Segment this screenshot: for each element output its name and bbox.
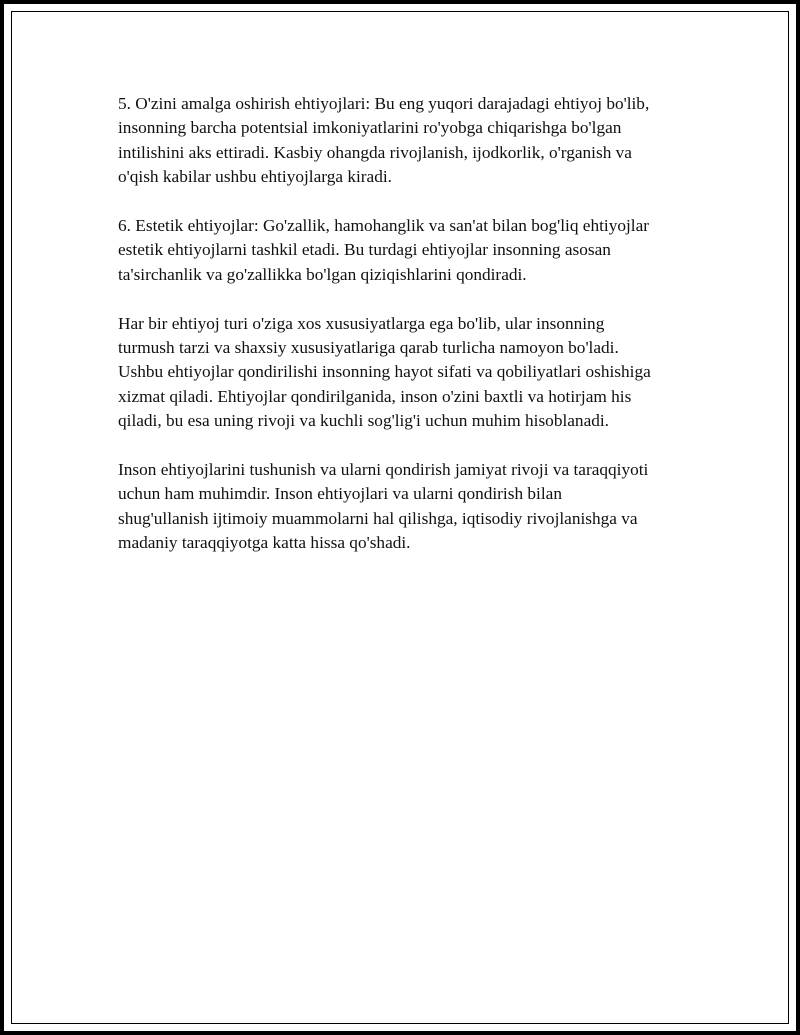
text-line: uchun ham muhimdir. Inson ehtiyojlari va ularni qondirish bilan <box>118 484 562 504</box>
text-line: xizmat qiladi. Ehtiyojlar qondirilganida, inson o'zini baxtli va hotirjam his <box>118 386 632 406</box>
text-line: Inson ehtiyojlarini tushunish va ularni qondirish jamiyat rivoji va taraqqiyoti <box>118 460 649 480</box>
text-line: 5. O'zini amalga oshirish ehtiyojlari: Bu eng yuqori darajadagi ehtiyoj bo'lib, <box>118 94 650 113</box>
text-line: shug'ullanish ijtimoiy muammolarni hal qilishga, iqtisodiy rivojlanishga va <box>118 508 638 528</box>
text-line: estetik ehtiyojlarni tashkil etadi. Bu turdagi ehtiyojlar insonning asosan <box>118 240 611 260</box>
text-line: Har bir ehtiyoj turi o'ziga xos xususiyatlarga ega bo'lib, ular insonning <box>118 313 605 333</box>
text-line: 6. Estetik ehtiyojlar: Go'zallik, hamohanglik va san'at bilan bog'liq ehtiyojlar <box>118 216 650 236</box>
text-line: ta'sirchanlik va go'zallikka bo'lgan qiziqishlarini qondiradi. <box>118 264 527 284</box>
text-line: turmush tarzi va shaxsiy xususiyatlariga qarab turlicha namoyon bo'ladi. <box>118 338 619 358</box>
text-line: o'qish kabilar ushbu ehtiyojlarga kiradi. <box>118 167 392 187</box>
text-line: intilishini aks ettiradi. Kasbiy ohangda rivojlanish, ijodkorlik, o'rganish va <box>118 142 632 162</box>
text-line: insonning barcha potentsial imkoniyatlarini ro'yobga chiqarishga bo'lgan <box>118 118 622 138</box>
text-line: qiladi, bu esa uning rivoji va kuchli sog'lig'i uchun muhim hisoblanadi. <box>118 411 610 431</box>
text-line: madaniy taraqqiyotga katta hissa qo'shadi. <box>118 533 411 553</box>
paragraph-society-development <box>118 458 708 556</box>
text-line: Ushbu ehtiyojlar qondirilishi insonning hayot sifati va qobiliyatlari oshishiga <box>118 362 651 382</box>
paragraph-needs-characteristics <box>118 312 708 434</box>
paragraph-aesthetic-needs <box>118 214 708 287</box>
document-body <box>118 92 708 580</box>
paragraph-self-actualization-needs <box>118 92 708 190</box>
